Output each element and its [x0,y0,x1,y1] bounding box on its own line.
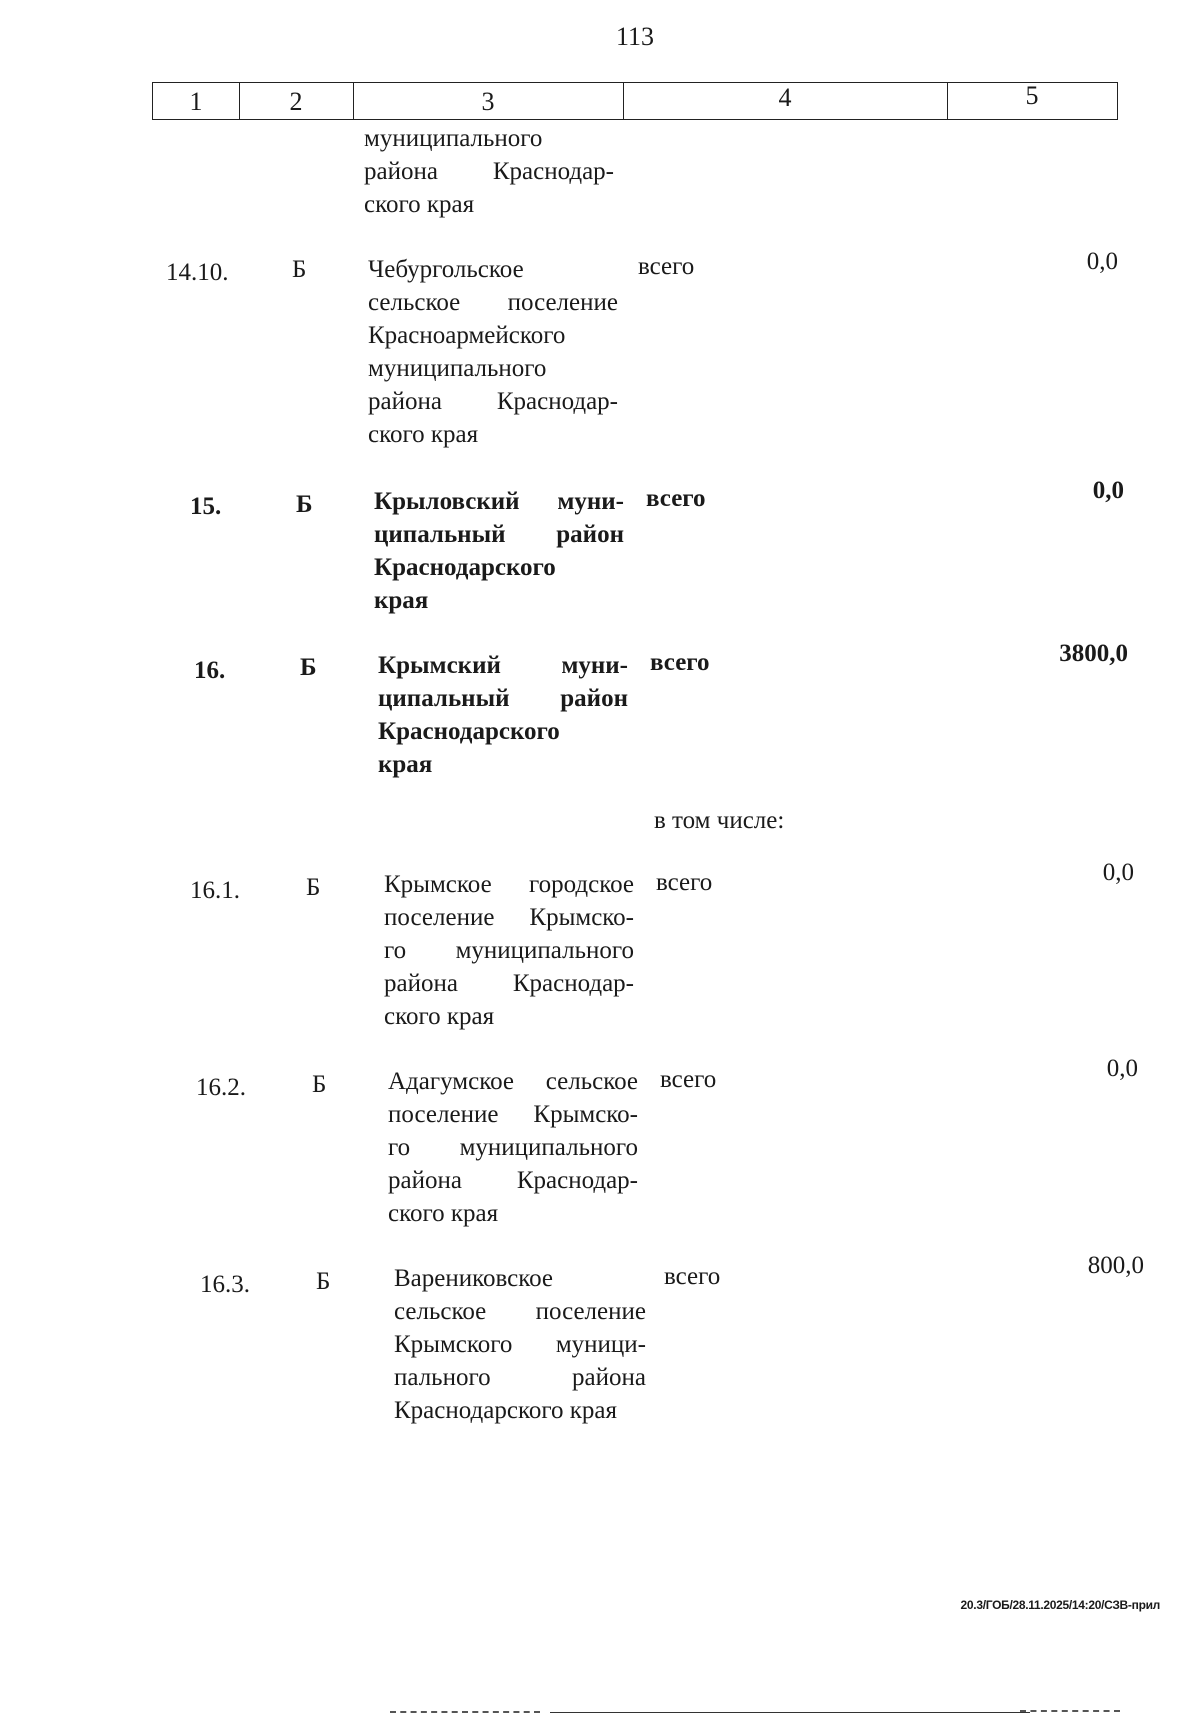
name-line: ского края [368,421,479,448]
row-type: Б [292,256,307,283]
row-value: 800,0 [1087,1252,1144,1279]
row-value: 0,0 [1106,1055,1138,1082]
table-header [152,82,1118,120]
row-value: 0,0 [1086,248,1118,275]
name-line: района Краснодар- [384,970,634,997]
name-line: Крымский муни- [378,652,628,679]
header-col-4: 4 [778,83,792,112]
name-line: края [378,751,433,778]
row-name [378,649,628,781]
row-name [388,1065,638,1230]
row-name [384,868,634,1033]
name-line: Крымское городское [384,871,634,898]
row-name [374,485,624,617]
name-line: поселение Крымско- [388,1101,638,1128]
row-col4: всего [656,869,713,896]
row-col4: всего [664,1263,721,1290]
continuation-name [364,122,614,221]
row-col4: всего [646,485,706,512]
name-line: района Краснодар- [388,1167,638,1194]
row-number: 16. [194,657,226,684]
row-name [394,1262,646,1427]
name-line: ского края [384,1003,495,1030]
name-line: муниципального [364,125,543,152]
row-col4: всего [660,1066,717,1093]
name-line: Краснодарского [378,718,560,745]
document-code: 20.3/ГОБ/28.11.2025/14:20/СЗВ-прил [960,1598,1160,1612]
name-line: ского края [364,191,475,218]
row-name [368,253,618,451]
row-number: 16.2. [196,1074,246,1101]
row-col4: всего [650,649,710,676]
row-number: 16.3. [200,1271,250,1298]
name-line: района Краснодар- [364,158,614,185]
name-line: пального района [394,1364,646,1391]
row-type: Б [312,1071,327,1098]
name-line: поселение Крымско- [384,904,634,931]
scan-artifact-line [550,1712,1030,1713]
row-type: Б [306,874,321,901]
row-type: Б [316,1268,331,1295]
row-number: 15. [190,493,222,520]
name-line: сельское поселение [394,1298,646,1325]
header-col-3: 3 [481,87,495,116]
name-line: края [374,587,429,614]
row-value: 3800,0 [1059,640,1128,667]
name-line: го муниципального [384,937,634,964]
name-line: Крыловский муни- [374,488,624,515]
row-value: 0,0 [1102,859,1134,886]
row-type: Б [300,654,317,681]
name-line: го муниципального [388,1134,638,1161]
name-line: района Краснодар- [368,388,618,415]
row-number: 16.1. [190,877,240,904]
row-number: 14.10. [166,259,229,286]
name-line: сельское поселение [368,289,618,316]
name-line: ципальный район [374,521,624,548]
name-line: ского края [388,1200,499,1227]
row-type: Б [296,491,313,518]
name-line: Краснодарского края [394,1397,617,1424]
name-line: Красноармейского [368,322,566,349]
scan-artifact-line [1020,1710,1120,1712]
including-label: в том числе: [654,807,785,834]
name-line: Крымского муници- [394,1331,646,1358]
header-col-1: 1 [189,87,203,116]
row-value: 0,0 [1092,477,1124,504]
name-line: Чебургольское [368,256,524,283]
name-line: ципальный район [378,685,628,712]
name-line: Адагумское сельское [388,1068,638,1095]
name-line: муниципального [368,355,547,382]
header-col-2: 2 [289,87,303,116]
name-line: Варениковское [394,1265,554,1292]
page-number: 113 [615,22,655,51]
scan-artifact-line [390,1711,540,1713]
name-line: Краснодарского [374,554,556,581]
header-col-5: 5 [1025,81,1039,110]
row-col4: всего [638,253,695,280]
